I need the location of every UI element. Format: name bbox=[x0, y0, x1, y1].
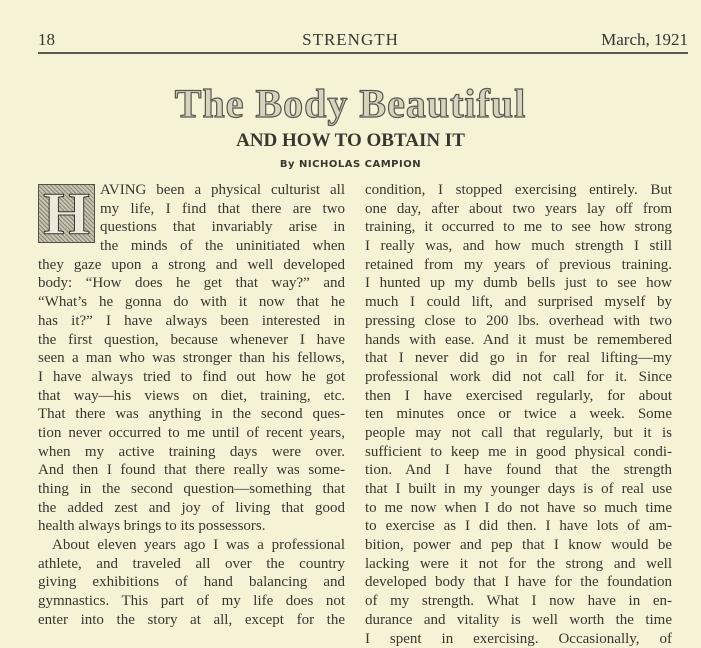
text-line: And then I found that there really was some- bbox=[38, 461, 345, 480]
text-line: I spent in exercising. Occasionally, of bbox=[365, 630, 672, 648]
text-line: bition, power and pep that I know would be bbox=[365, 536, 672, 555]
text-line: one day, after about two years lay off from bbox=[365, 200, 672, 219]
text-line: to exercise as I did then. I have lots of am- bbox=[365, 517, 672, 536]
issue-date: March, 1921 bbox=[601, 30, 688, 50]
text-line: training, it occurred to me to see how strong bbox=[365, 218, 672, 237]
text-line: hands with ease. And it must be remembered bbox=[365, 331, 672, 350]
page-number: 18 bbox=[38, 30, 55, 50]
text-line: the first question, because whenever I have bbox=[38, 331, 345, 350]
article-subtitle: AND HOW TO OBTAIN IT bbox=[0, 130, 701, 152]
right-column bbox=[365, 181, 672, 648]
text-line: they gaze upon a strong and well developed bbox=[38, 256, 345, 275]
text-line: that I built in my younger days is of real use bbox=[365, 480, 672, 499]
text-line: retained from my years of previous training. bbox=[365, 256, 672, 275]
text-line: people may not call that regularly, but it is bbox=[365, 424, 672, 443]
left-column bbox=[38, 181, 345, 630]
text-line: that way—his views on diet, training, etc. bbox=[38, 387, 345, 406]
text-line: lacking were it not for the strong and well bbox=[365, 555, 672, 574]
text-line: seen a man who was stronger than his fellows, bbox=[38, 349, 345, 368]
text-line: durance and vitality is well worth the time bbox=[365, 611, 672, 630]
text-line: ten minutes once or twice a week. Some bbox=[365, 405, 672, 424]
header-rule bbox=[38, 52, 688, 54]
text-line: my life, I find that there are two bbox=[100, 200, 345, 219]
text-line: “What’s he gonna do with it now that he bbox=[38, 293, 345, 312]
text-line: questions that invariably arise in bbox=[100, 218, 345, 237]
text-line: About eleven years ago I was a professional bbox=[38, 536, 345, 555]
text-line: I really was, and how much strength I still bbox=[365, 237, 672, 256]
byline: By NICHOLAS CAMPION bbox=[0, 159, 701, 170]
text-line: tion never occurred to me until of recent years, bbox=[38, 424, 345, 443]
text-line: when my active training days were over. bbox=[38, 443, 345, 462]
text-line: to me now when I do not have so much time bbox=[365, 499, 672, 518]
text-line: professional work did not call for it. Since bbox=[365, 368, 672, 387]
text-line: body: “How does he get that way?” and bbox=[38, 274, 345, 293]
text-line: the minds of the uninitiated when bbox=[100, 237, 345, 256]
text-line: athlete, and traveled all over the country bbox=[38, 555, 345, 574]
drop-cap: H bbox=[38, 184, 95, 243]
text-line: condition, I stopped exercising entirely. But bbox=[365, 181, 672, 200]
text-line: pressing close to 200 lbs. overhead with two bbox=[365, 312, 672, 331]
text-line: then I have exercised regularly, for about bbox=[365, 387, 672, 406]
text-line: health always brings to its possessors. bbox=[38, 517, 345, 536]
text-line: gymnastics. This part of my life does not bbox=[38, 592, 345, 611]
article-title: The Body Beautiful bbox=[0, 80, 701, 127]
text-line: of my strength. What I now have in en- bbox=[365, 592, 672, 611]
text-line: developed body that I have for the foundation bbox=[365, 573, 672, 592]
text-line: tion. And I have found that the strength bbox=[365, 461, 672, 480]
text-line: thing in the second question—something that bbox=[38, 480, 345, 499]
text-line: much I could lift, and surprised myself by bbox=[365, 293, 672, 312]
text-line: I hunted up my dumb bells just to see how bbox=[365, 274, 672, 293]
text-line: sufficient to keep me in good physical condi- bbox=[365, 443, 672, 462]
text-line: AVING been a physical culturist all bbox=[100, 181, 345, 200]
text-line: enter into the story at all, except for the bbox=[38, 611, 345, 630]
text-line: giving exhibitions of hand balancing and bbox=[38, 573, 345, 592]
text-line: has it?” I have always been interested in bbox=[38, 312, 345, 331]
magazine-name: STRENGTH bbox=[0, 30, 701, 50]
text-line: I have always tried to find out how he got bbox=[38, 368, 345, 387]
text-line: the added zest and joy of living that good bbox=[38, 499, 345, 518]
text-line: That there was anything in the second ques- bbox=[38, 405, 345, 424]
text-line: that I never did go in for real lifting—my bbox=[365, 349, 672, 368]
